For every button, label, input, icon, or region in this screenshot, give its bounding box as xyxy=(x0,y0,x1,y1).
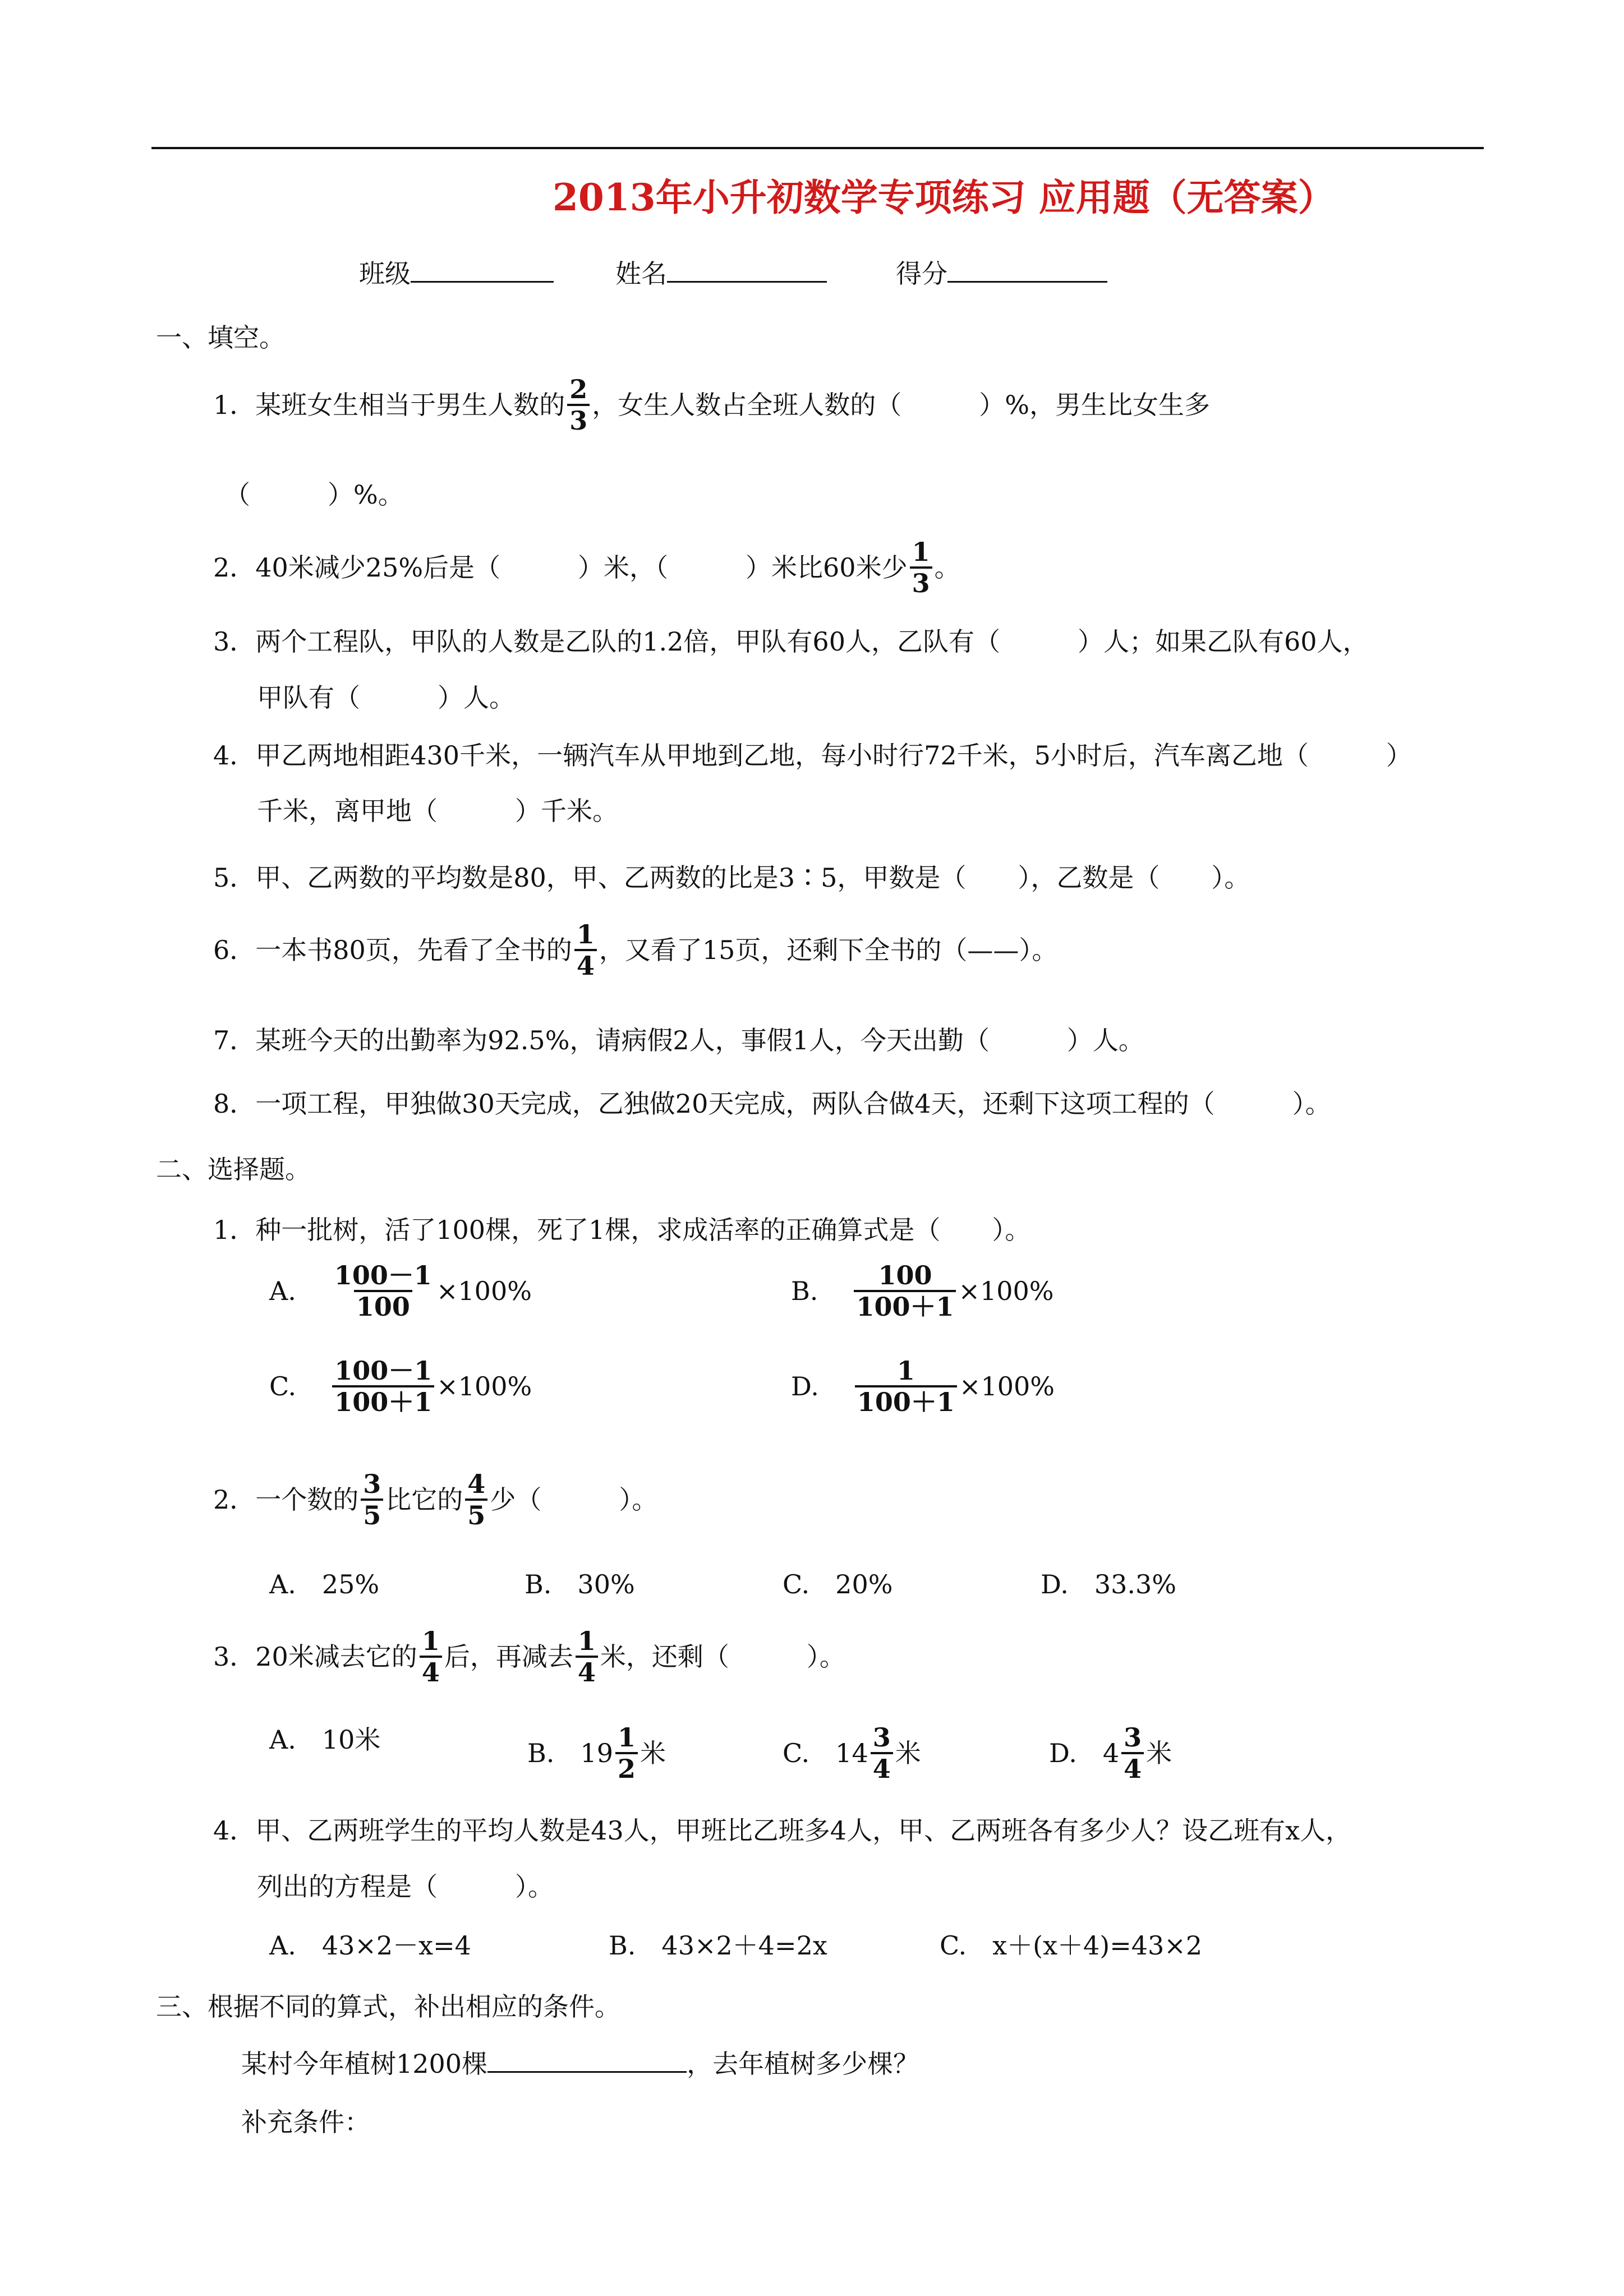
class-label: 班级 xyxy=(359,259,411,289)
s1-q2-text-b: 。 xyxy=(934,552,960,583)
s1-q6-fraction xyxy=(574,920,597,980)
option-fraction xyxy=(332,1261,434,1321)
frac-num: 1 xyxy=(896,1356,915,1386)
s1-q6-text-b: ，又看了15页，还剩下全书的（——）。 xyxy=(599,935,1058,965)
page-title: 2013年小升初数学专项练习 应用题（无答案） xyxy=(553,176,1335,219)
score-label: 得分 xyxy=(896,259,947,289)
option-fraction xyxy=(854,1261,956,1321)
option-prefix: D. 4 xyxy=(1049,1738,1120,1768)
s2-q3-text-a: 3．20米减去它的 xyxy=(213,1642,417,1672)
option-label: A. xyxy=(269,1276,296,1306)
score-input-line[interactable] xyxy=(947,281,1107,283)
name-input-line[interactable] xyxy=(667,281,827,283)
option-unit: 米 xyxy=(1146,1738,1172,1768)
s2-q2-fraction-2 xyxy=(465,1469,487,1530)
frac-num: 3 xyxy=(1124,1722,1142,1753)
frac-num: 1 xyxy=(577,1626,596,1656)
frac-num: 3 xyxy=(363,1469,381,1499)
frac-num: 2 xyxy=(569,374,588,404)
s2-q3-fraction-1 xyxy=(420,1626,442,1687)
s1-q2-fraction xyxy=(910,537,932,598)
s1-q6-text-a: 6．一本书80页，先看了全书的 xyxy=(213,935,572,965)
s2-q4-line2: 列出的方程是（ ）。 xyxy=(257,1871,554,1902)
s1-question-2 xyxy=(213,537,960,598)
s2-q2-option-d[interactable]: D. 33.3% xyxy=(1041,1569,1176,1599)
s2-q1-option-d[interactable] xyxy=(791,1356,1055,1417)
s1-q1-text-b: ，女生人数占全班人数的（ ）%，男生比女生多 xyxy=(592,390,1211,420)
s1-question-6 xyxy=(213,920,1057,980)
s2-q3-option-c[interactable] xyxy=(783,1723,921,1783)
frac-den: 4 xyxy=(871,1752,893,1783)
s2-q2-fraction-1 xyxy=(361,1469,383,1530)
s2-q1-option-c[interactable] xyxy=(269,1356,532,1417)
s1-q1-text-a: 1．某班女生相当于男生人数的 xyxy=(213,390,565,420)
option-suffix: ×100% xyxy=(959,1371,1055,1401)
s1-q1-fraction xyxy=(567,375,590,435)
frac-num: 100 xyxy=(878,1260,932,1290)
s2-q2-text-a: 2．一个数的 xyxy=(213,1484,359,1515)
s2-q4-option-a[interactable]: A. 43×2－x=4 xyxy=(269,1930,471,1961)
s2-question-1: 1．种一批树，活了100棵，死了1棵，求成活率的正确算式是（ ）。 xyxy=(213,1215,1031,1245)
frac-den: 100＋1 xyxy=(855,1385,957,1417)
top-rule xyxy=(151,147,1484,149)
name-label: 姓名 xyxy=(615,259,667,289)
s2-q2-option-b[interactable]: B. 30% xyxy=(525,1569,635,1599)
s2-q4-option-b[interactable]: B. 43×2＋4=2x xyxy=(609,1930,827,1961)
frac-num: 1 xyxy=(421,1626,440,1656)
option-suffix: ×100% xyxy=(436,1276,532,1306)
option-prefix: B. 19 xyxy=(527,1738,613,1768)
frac-den: 4 xyxy=(420,1656,442,1687)
frac-den: 3 xyxy=(567,404,590,435)
frac-num: 100－1 xyxy=(334,1356,433,1386)
s2-q1-option-b[interactable] xyxy=(791,1261,1054,1321)
frac-den: 4 xyxy=(1121,1752,1144,1783)
s2-question-3 xyxy=(213,1626,845,1687)
frac-den: 2 xyxy=(615,1752,638,1783)
s2-q3-text-c: 米，还剩（ ）。 xyxy=(600,1642,845,1672)
option-fraction xyxy=(332,1356,434,1417)
s2-q2-option-a[interactable]: A. 25% xyxy=(269,1569,380,1599)
s1-q4-line1: 4．甲乙两地相距430千米，一辆汽车从甲地到乙地，每小时行72千米，5小时后，汽车离乙地（ ） xyxy=(213,740,1412,771)
option-label: C. xyxy=(269,1371,297,1401)
option-label: B. xyxy=(791,1276,818,1306)
frac-den: 5 xyxy=(361,1499,383,1530)
s3-line-2: 补充条件： xyxy=(241,2107,370,2137)
section3-heading: 三、根据不同的算式，补出相应的条件。 xyxy=(156,1991,620,2022)
s2-q2-option-c[interactable]: C. 20% xyxy=(783,1569,893,1599)
option-unit: 米 xyxy=(895,1738,921,1768)
frac-num: 3 xyxy=(872,1722,891,1753)
option-fraction xyxy=(615,1723,638,1783)
frac-den: 4 xyxy=(576,1656,598,1687)
frac-den: 3 xyxy=(910,566,932,598)
frac-den: 100＋1 xyxy=(332,1385,434,1417)
option-label: D. xyxy=(791,1371,819,1401)
name-field xyxy=(615,257,827,291)
s2-q3-option-b[interactable] xyxy=(527,1723,666,1783)
s2-q1-option-a[interactable] xyxy=(269,1261,532,1321)
s1-q3-line2: 甲队有（ ）人。 xyxy=(257,683,515,713)
s1-q3-line1: 3．两个工程队，甲队的人数是乙队的1.2倍，甲队有60人，乙队有（ ）人；如果乙队有60人， xyxy=(213,626,1369,657)
option-fraction xyxy=(1121,1723,1144,1783)
option-fraction xyxy=(855,1356,957,1417)
option-fraction xyxy=(871,1723,893,1783)
s1-q4-line2: 千米，离甲地（ ）千米。 xyxy=(257,796,618,826)
condition-input-line[interactable] xyxy=(487,2071,687,2073)
frac-num: 100－1 xyxy=(334,1260,432,1290)
s2-q2-text-b: 比它的 xyxy=(385,1484,463,1515)
s1-question-1 xyxy=(213,375,1210,435)
s3-line1-text-b: ，去年植树多少棵？ xyxy=(687,2049,919,2079)
frac-den: 100＋1 xyxy=(854,1290,956,1321)
frac-den: 100 xyxy=(354,1290,412,1321)
frac-num: 4 xyxy=(467,1469,486,1499)
option-suffix: ×100% xyxy=(436,1371,532,1401)
s1-question-7: 7．某班今天的出勤率为92.5%，请病假2人，事假1人，今天出勤（ ）人。 xyxy=(213,1025,1144,1055)
option-prefix: C. 14 xyxy=(783,1738,868,1768)
s2-q4-line1: 4．甲、乙两班学生的平均人数是43人，甲班比乙班多4人，甲、乙两班各有多少人？设乙班有x人， xyxy=(213,1815,1352,1846)
section1-heading: 一、填空。 xyxy=(156,322,285,353)
s2-q4-option-c[interactable]: C. x＋(x＋4)=43×2 xyxy=(940,1930,1203,1961)
frac-den: 4 xyxy=(574,949,597,980)
s3-line1-text-a: 某村今年植树1200棵 xyxy=(241,2049,488,2079)
class-field xyxy=(359,257,554,291)
s1-q1-text-c: （ ）%。 xyxy=(224,480,404,510)
s2-question-2 xyxy=(213,1469,657,1530)
frac-num: 1 xyxy=(576,919,595,949)
score-field xyxy=(896,257,1107,291)
s2-q3-option-a[interactable]: A. 10米 xyxy=(269,1725,381,1755)
option-unit: 米 xyxy=(640,1738,666,1768)
s3-line-1 xyxy=(241,2047,919,2081)
s2-q3-fraction-2 xyxy=(576,1626,598,1687)
s2-q3-text-b: 后，再减去 xyxy=(444,1642,573,1672)
option-suffix: ×100% xyxy=(958,1276,1054,1306)
s2-q3-option-d[interactable] xyxy=(1049,1723,1172,1783)
section2-heading: 二、选择题。 xyxy=(156,1154,311,1184)
frac-num: 1 xyxy=(617,1722,636,1753)
class-input-line[interactable] xyxy=(411,281,554,283)
frac-num: 1 xyxy=(912,537,930,567)
frac-den: 5 xyxy=(465,1499,487,1530)
s1-question-8: 8．一项工程，甲独做30天完成，乙独做20天完成，两队合做4天，还剩下这项工程的（ ）。 xyxy=(213,1089,1331,1119)
s2-q2-text-c: 少（ ）。 xyxy=(490,1484,658,1515)
s1-q2-text-a: 2．40米减少25%后是（ ）米，（ ）米比60米少 xyxy=(213,552,908,583)
s1-question-5: 5．甲、乙两数的平均数是80，甲、乙两数的比是3∶5，甲数是（ ），乙数是（ ）。 xyxy=(213,863,1250,893)
